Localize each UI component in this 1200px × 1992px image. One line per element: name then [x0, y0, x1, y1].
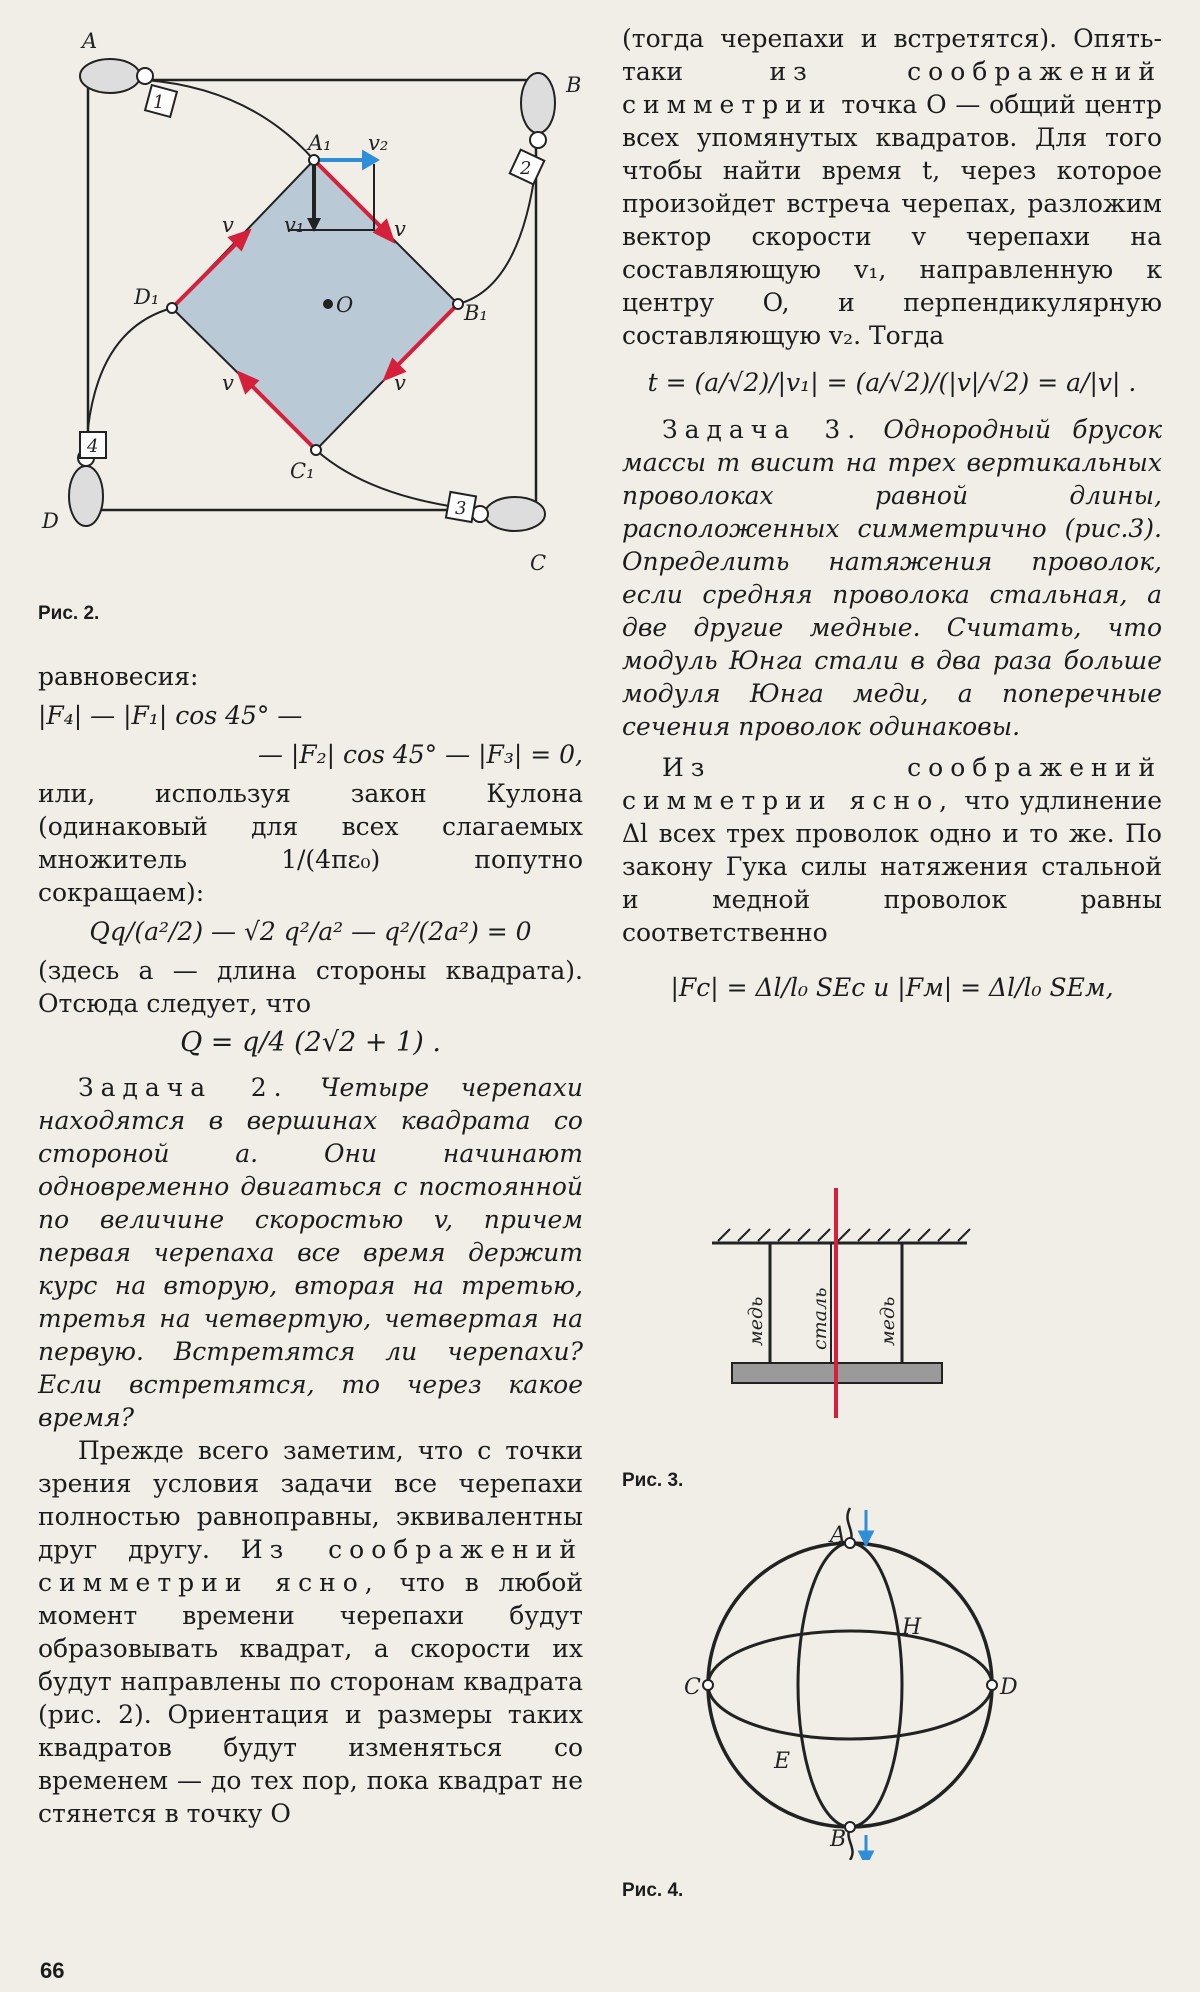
component-arrows	[314, 153, 376, 167]
equation-3: Q = q/4 (2√2 + 1) .	[180, 1027, 441, 1058]
figure-2-caption: Рис. 2.	[38, 603, 100, 624]
task-2	[38, 1071, 583, 1434]
figure-2	[30, 18, 590, 598]
label-v1: v₁	[284, 213, 305, 237]
label-b: B	[830, 1827, 847, 1852]
label-v: v	[222, 371, 234, 395]
vertex-a1	[309, 155, 319, 165]
label-c: C	[684, 1675, 701, 1700]
label-a: A	[830, 1523, 846, 1548]
pursuit-curve	[458, 166, 536, 304]
spaced-phrase: Из соображений симметрии ясно,	[622, 753, 1162, 815]
vertex-c1	[311, 445, 321, 455]
right-column	[622, 22, 1162, 1010]
equation-1b: — |F₂| cos 45° — |F₃| = 0,	[257, 740, 583, 769]
paragraph-part: что в любой момент времени черепахи будут образовывать квадрат, а скорости их будут направлены по сторонам квадрата (рис. 2). Ориентация и размеры таких квадратов будут изменяться со временем — до тех пор, пока квадрат не стянется в точку O	[38, 1568, 584, 1828]
task-3-heading: Задача 3.	[662, 415, 863, 444]
tag-4-text: 4	[87, 436, 99, 457]
task-3	[622, 413, 1162, 743]
equation-1a: |F₄| — |F₁| cos 45° —	[38, 701, 303, 730]
label-b1: B₁	[464, 301, 488, 325]
meridian	[798, 1543, 902, 1827]
paragraph: (здесь a — длина стороны квадрата). Отсюда следует, что	[38, 956, 583, 1018]
label-c1: C₁	[290, 459, 315, 483]
figure-4-caption: Рис. 4.	[622, 1880, 684, 1901]
center-o	[323, 299, 333, 309]
label-a1: A₁	[308, 131, 332, 155]
task-2-heading: Задача 2.	[78, 1073, 289, 1102]
paragraph: или, используя закон Кулона (одинаковый для всех слагаемых множитель 1/(4πε₀) попутно сокращаем):	[38, 779, 583, 907]
label-v: v	[394, 371, 406, 395]
equation-t: t = (a/√2)/|v₁| = (a/√2)/(|v|/√2) = a/|v| .	[647, 368, 1137, 397]
turtle-icon	[521, 73, 555, 148]
paragraph-part: что удлинение Δl всех трех проволок одно и то же. По закону Гука силы натяжения стальной и медной проволок равны соответственно	[622, 786, 1162, 947]
sphere-outline	[708, 1543, 992, 1827]
figure-3-caption: Рис. 3.	[622, 1470, 684, 1491]
label-d1: D₁	[134, 285, 160, 309]
vertex-b1	[453, 299, 463, 309]
figure-4	[680, 1500, 1040, 1860]
label-v: v	[394, 217, 406, 241]
label-v: v	[222, 213, 234, 237]
turtle-icon	[69, 450, 103, 526]
equation-2: Qq/(a²/2) — √2 q²/a² — q²/(2a²) = 0	[89, 917, 532, 946]
task-3-text: Однородный брусок массы m висит на трех вертикальных проволоках равной длины, расположенных симметрично (рис.3). Определить натяжения проволок, если средняя проволока стальная, а две другие медные. Считать, что модуль Юнга стали в два раза больше модуля Юнга меди, а поперечные сечения проволок одинаковы.	[622, 415, 1163, 741]
paragraph-part: точка O — общий центр всех упомянутых квадратов. Для того чтобы найти время t, через которое произойдет встреча черепах, разложим вектор скорости v черепахи на составляющую v₁, направленную к центру O, и перпендикулярную составляющую v₂. Тогда	[622, 90, 1163, 350]
paragraph-part: Прежде всего заметим, что с точки зрения условия задачи все черепахи полностью равноправны, эквивалентны друг другу.	[38, 1436, 583, 1564]
label-o: O	[336, 293, 354, 317]
paragraph	[622, 22, 1162, 352]
label-c: C	[530, 551, 547, 575]
paragraph: равновесия:	[38, 662, 199, 691]
pursuit-curve	[88, 308, 172, 428]
label-a: A	[82, 29, 98, 53]
turtle-icon	[80, 59, 153, 93]
task-2-text: Четыре черепахи находятся в вершинах квадрата со стороной a. Они начинают одновременно двигаться с постоянной по величине скоростью v, причем первая черепаха все время держит курс на вторую, вторая на третью, третья на четвертую, четвертая на первую. Встретятся ли черепахи? Если встретятся, то через какое время?	[38, 1073, 583, 1432]
node-a	[845, 1538, 855, 1548]
figure-3	[712, 1188, 982, 1418]
page-number: 66	[40, 1958, 65, 1983]
paragraph	[38, 1434, 583, 1830]
label-copper-right: медь	[877, 1296, 899, 1346]
node-b	[845, 1822, 855, 1832]
paragraph-part: (тогда черепахи и встретятся). Опять-таки	[622, 24, 1162, 86]
label-d: D	[42, 509, 59, 533]
label-d: D	[1000, 1675, 1018, 1700]
spaced-phrase: из соображений симметрии	[622, 57, 1163, 119]
paragraph	[622, 751, 1162, 949]
left-column	[38, 660, 583, 1830]
label-steel: сталь	[809, 1287, 831, 1350]
node-d	[987, 1680, 997, 1690]
tag-3-text: 3	[455, 498, 467, 519]
label-copper-left: медь	[745, 1296, 767, 1346]
label-b: B	[566, 73, 582, 97]
tag-2-text: 2	[520, 158, 532, 179]
node-c	[703, 1680, 713, 1690]
equation-f: |Fс| = Δl/l₀ SEс и |Fм| = Δl/l₀ SEм,	[670, 973, 1114, 1002]
spaced-phrase: Из соображений симметрии ясно,	[38, 1535, 584, 1597]
label-h: H	[902, 1615, 922, 1640]
label-e: E	[774, 1749, 791, 1774]
equator	[708, 1631, 992, 1739]
vertex-d1	[167, 303, 177, 313]
label-v2: v₂	[368, 131, 389, 155]
tag-1-text: 1	[153, 92, 165, 113]
turtle-icon	[472, 497, 545, 531]
